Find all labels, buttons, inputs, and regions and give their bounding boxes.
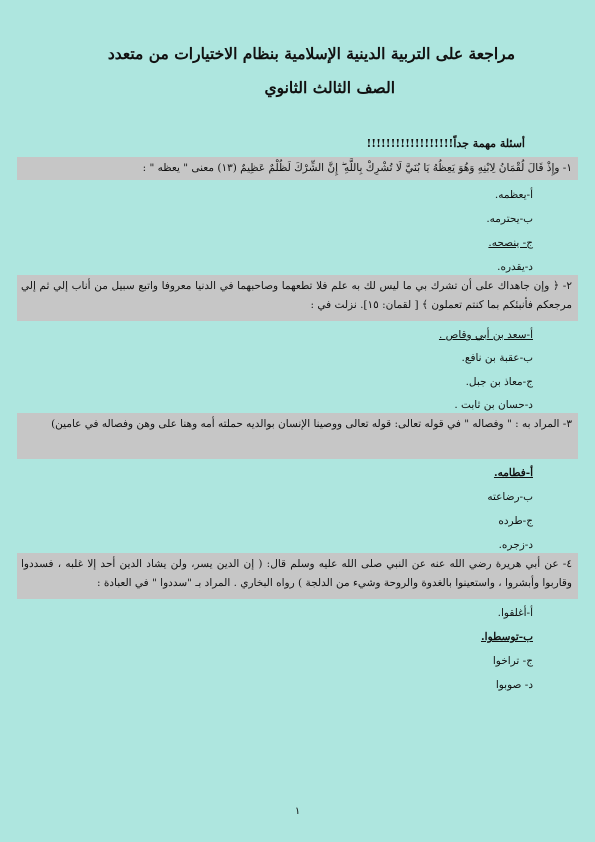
page-number: ١ — [294, 806, 301, 817]
page-title: مراجعة على التربية الدينية الإسلامية بنظام الاختيارات من متعدد — [107, 44, 515, 63]
q4-option-a: أ-أغلقوا. — [497, 607, 533, 619]
question-2: ٢- ﴿ وإن جاهداك على أن تشرك بي ما ليس لك به علم فلا تطعهما وصاحبهما في الدنيا معروفا واتبع سبيل من أناب إلي ثم إلي مرجعكم فأنبئكم بما كنتم تعملون ﴾ [ لقمان: ١٥]. نزلت في : — [17, 275, 578, 321]
q1-option-c-correct: ج- ينصحه. — [488, 237, 533, 249]
question-1: ١- وإِذْ قَالَ لُقْمَانُ لِابْنِهِ وَهُوَ يَعِظُهُ يَا بُنَيَّ لَا تُشْرِكْ بِاللَّهِ ۖ إِنَّ الشِّرْكَ لَظُلْمٌ عَظِيمٌ (١٣) معنى " يعظه " : — [17, 157, 578, 180]
question-4: ٤- عن أبي هريرة رضي الله عنه عن النبي صلى الله عليه وسلم قال: ( إن الدين يسر، ولن يشاد الدين أحد إلا غلبه ، فسددوا وقاربوا وأبشروا ، واستعينوا بالغدوة والروحة وشيء من الدلجة ) رواه البخاري . المراد بـ "سددوا " في العبادة : — [17, 553, 578, 599]
q2-option-b: ب-عقبة بن نافع. — [461, 352, 533, 364]
question-3: ٣- المراد به : " وفصاله " في قوله تعالى: قوله تعالى ووصينا الإنسان بوالديه حملته أمه وهنا على وهن وفصاله في عامين) — [17, 413, 578, 459]
q2-option-c: ج-معاذ بن جبل. — [465, 376, 533, 388]
q1-option-a: أ-يعظمه. — [494, 189, 533, 201]
q2-option-a-correct: أ-سعد بن أبي وقاص . — [438, 329, 533, 341]
q4-option-b-correct: ب-توسطوا. — [481, 631, 533, 643]
q3-option-b: ب-رضاعته — [487, 491, 533, 503]
q2-option-d: د-حسان بن ثابت . — [454, 399, 533, 411]
section-heading: أسئلة مهمة جداً!!!!!!!!!!!!!!!!!! — [366, 137, 525, 150]
q3-option-d: د-زجره. — [498, 539, 533, 551]
q1-option-d: د-يقدره. — [497, 261, 533, 273]
q4-option-d: د- صوبوا — [495, 679, 533, 691]
q3-option-c: ج-طرده — [498, 515, 533, 527]
page-subtitle: الصف الثالث الثانوي — [264, 78, 395, 97]
q1-option-b: ب-يحترمه. — [486, 213, 533, 225]
q3-option-a-correct: أ-فطامه. — [493, 467, 533, 479]
q4-option-c: ج- تراخوا — [492, 655, 533, 667]
